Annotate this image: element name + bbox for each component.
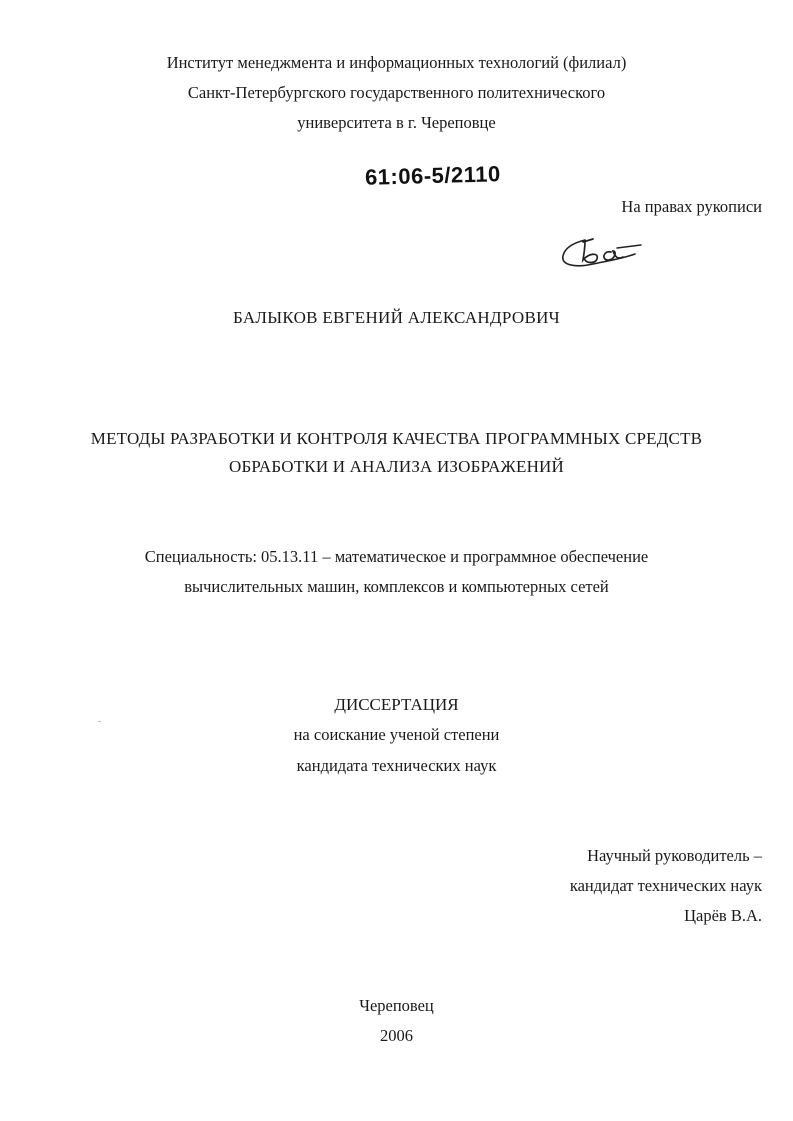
degree-line-2: кандидата технических наук [296, 756, 497, 775]
handwritten-signature [555, 232, 645, 274]
institution-line-2: Санкт-Петербургского государственного политехнического [187, 83, 606, 102]
supervisor-line-1: Научный руководитель – [587, 846, 762, 865]
manuscript-rights-note: На правах рукописи [621, 197, 762, 216]
footer-city: Череповец [359, 996, 434, 1015]
dissertation-label: ДИССЕРТАЦИЯ [334, 695, 459, 714]
dissertation-title-line-2: ОБРАБОТКИ И АНАЛИЗА ИЗОБРАЖЕНИЙ [228, 457, 564, 476]
specialty-line-2: вычислительных машин, комплексов и компьютерных сетей [184, 577, 609, 596]
author-name: БАЛЫКОВ ЕВГЕНИЙ АЛЕКСАНДРОВИЧ [232, 308, 561, 327]
footer-year: 2006 [380, 1026, 413, 1045]
specialty-line-1: Специальность: 05.13.11 – математическое и программное обеспечение [144, 547, 649, 566]
institution-line-1: Институт менеджмента и информационных технологий (филиал) [166, 53, 627, 72]
supervisor-line-2: кандидат технических наук [569, 876, 762, 895]
supervisor-name: Царёв В.А. [684, 906, 762, 925]
scan-speck [98, 721, 101, 722]
library-stamp-number: 61:06-5/2110 [364, 161, 501, 190]
institution-line-3: университета в г. Череповце [297, 113, 496, 132]
degree-line-1: на соискание ученой степени [293, 725, 500, 744]
dissertation-title-line-1: МЕТОДЫ РАЗРАБОТКИ И КОНТРОЛЯ КАЧЕСТВА ПРОГРАММНЫХ СРЕДСТВ [90, 429, 703, 448]
